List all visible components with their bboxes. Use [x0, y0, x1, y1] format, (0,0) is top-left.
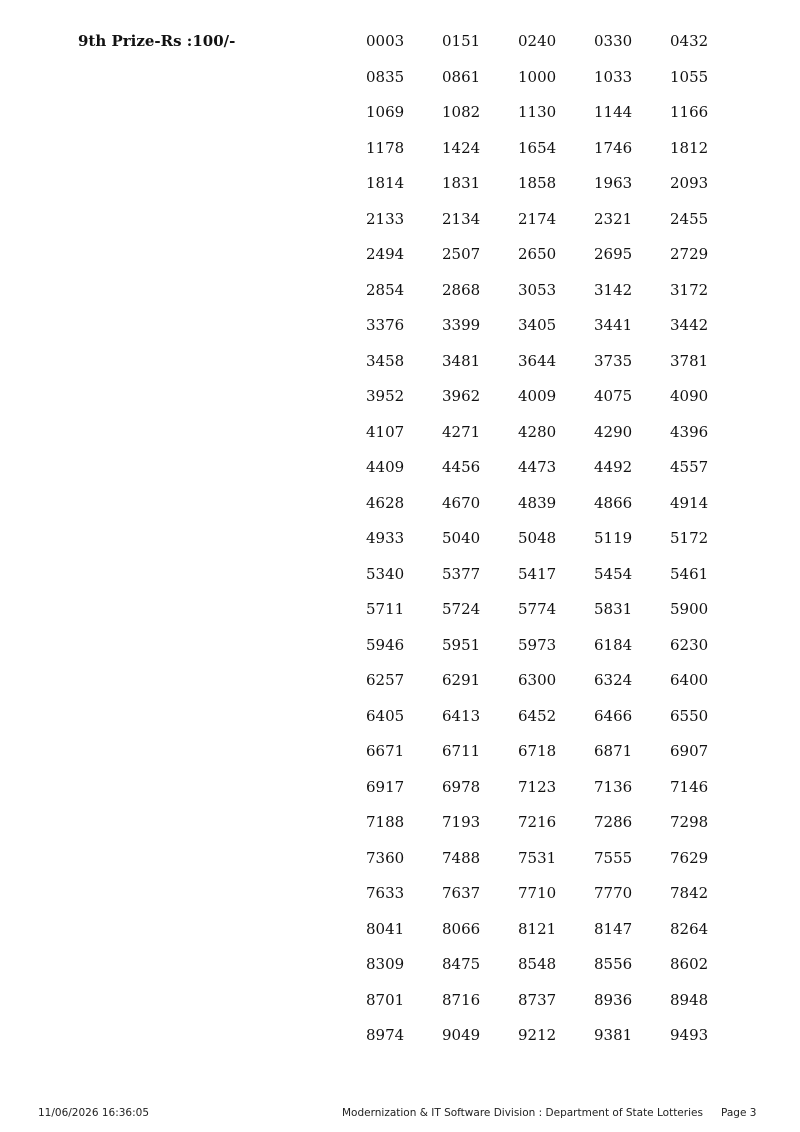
number-row [366, 457, 746, 493]
winning-number: 9381 [594, 1026, 633, 1044]
winning-number: 2133 [366, 209, 405, 228]
winning-number: 6405 [366, 706, 405, 725]
winning-number: 1654 [518, 138, 557, 157]
winning-number: 7531 [518, 848, 557, 867]
winning-number: 1831 [442, 174, 481, 192]
number-row [366, 990, 746, 1026]
number-row [366, 564, 746, 600]
winning-number: 1055 [670, 67, 709, 86]
winning-number: 3735 [594, 351, 633, 370]
winning-number: 4933 [366, 529, 405, 547]
number-row [366, 102, 746, 138]
winning-number: 4396 [670, 422, 709, 441]
winning-number: 2854 [366, 280, 405, 299]
winning-number: 5454 [594, 564, 633, 583]
winning-number: 3142 [594, 280, 633, 299]
winning-number: 8475 [442, 955, 481, 973]
winning-number: 3481 [442, 351, 481, 370]
winning-number: 4492 [594, 458, 633, 476]
winning-number: 1033 [594, 67, 633, 86]
winning-number: 4866 [594, 493, 633, 512]
winning-number: 4473 [518, 458, 557, 476]
winning-number: 4914 [670, 493, 709, 512]
winning-number: 6300 [518, 671, 557, 689]
number-row [366, 954, 746, 990]
winning-number: 6671 [366, 742, 405, 760]
winning-number: 7710 [518, 884, 557, 902]
number-row [366, 635, 746, 671]
winning-number: 9212 [518, 1026, 557, 1044]
number-row [366, 1025, 746, 1061]
winning-number: 2093 [670, 174, 709, 192]
winning-number: 3962 [442, 387, 481, 405]
winning-number: 7298 [670, 813, 709, 831]
winning-number: 6291 [442, 671, 481, 689]
winning-number: 7146 [670, 777, 709, 796]
winning-number: 6718 [518, 742, 557, 760]
winning-number: 7216 [518, 813, 557, 831]
winning-number: 4839 [518, 493, 557, 512]
winning-number: 8264 [670, 919, 709, 938]
winning-number: 4409 [366, 458, 405, 476]
winning-number: 0432 [670, 32, 709, 50]
number-row [366, 386, 746, 422]
winning-number: 5172 [670, 529, 709, 547]
winning-number: 6917 [366, 777, 405, 796]
winning-number: 5951 [442, 635, 481, 654]
winning-number: 6257 [366, 671, 405, 689]
winning-number: 3172 [670, 280, 709, 299]
winning-number: 2507 [442, 245, 481, 263]
number-row [366, 812, 746, 848]
winning-number: 0003 [366, 32, 405, 50]
winning-number: 6452 [518, 706, 557, 725]
winning-number: 6400 [670, 671, 709, 689]
winning-number: 7193 [442, 813, 481, 831]
winning-number: 4557 [670, 458, 709, 476]
winning-number: 4290 [594, 422, 633, 441]
number-row [366, 670, 746, 706]
number-row [366, 919, 746, 955]
number-row [366, 777, 746, 813]
winning-number: 5340 [366, 564, 405, 583]
number-row [366, 848, 746, 884]
number-row [366, 422, 746, 458]
winning-number: 3376 [366, 316, 405, 334]
winning-number: 0151 [442, 32, 481, 50]
winning-number: 7123 [518, 777, 557, 796]
number-row [366, 244, 746, 280]
winning-number: 1963 [594, 174, 633, 192]
winning-number: 1746 [594, 138, 633, 157]
number-row [366, 173, 746, 209]
winning-number: 5417 [518, 564, 557, 583]
winning-number: 5724 [442, 600, 481, 618]
winning-number: 6907 [670, 742, 709, 760]
winning-number: 7488 [442, 848, 481, 867]
winning-number: 4628 [366, 493, 405, 512]
footer-organization: Modernization & IT Software Division : Department of State Lotteries [342, 1107, 703, 1119]
winning-number: 4107 [366, 422, 405, 441]
winning-number: 3053 [518, 280, 557, 299]
winning-number: 8309 [366, 955, 405, 973]
winning-number: 6184 [594, 635, 633, 654]
number-row [366, 138, 746, 174]
winning-number: 7136 [594, 777, 633, 796]
winning-number: 8121 [518, 919, 557, 938]
winning-number: 0330 [594, 32, 633, 50]
winning-number: 9049 [442, 1026, 481, 1044]
winning-number: 2134 [442, 209, 481, 228]
winning-number: 8974 [366, 1026, 405, 1044]
footer-page-number: Page 3 [721, 1107, 757, 1119]
winning-number: 1858 [518, 174, 557, 192]
winning-number: 4271 [442, 422, 481, 441]
number-row [366, 31, 746, 67]
winning-number: 5973 [518, 635, 557, 654]
winning-number: 5900 [670, 600, 709, 618]
winning-number: 2729 [670, 245, 709, 263]
winning-number: 5048 [518, 529, 557, 547]
winning-number: 6871 [594, 742, 633, 760]
winning-number: 3952 [366, 387, 405, 405]
winning-number: 3399 [442, 316, 481, 334]
winning-number: 2695 [594, 245, 633, 263]
winning-number: 8701 [366, 990, 405, 1009]
prize-title: 9th Prize-Rs :100/- [78, 32, 236, 50]
number-row [366, 351, 746, 387]
winning-number: 8602 [670, 955, 709, 973]
winning-number: 1144 [594, 103, 633, 121]
winning-number: 5946 [366, 635, 405, 654]
winning-number: 8041 [366, 919, 405, 938]
winning-number: 3405 [518, 316, 557, 334]
winning-numbers-grid [366, 31, 746, 1061]
winning-number: 1812 [670, 138, 709, 157]
winning-number: 1082 [442, 103, 481, 121]
winning-number: 6230 [670, 635, 709, 654]
winning-number: 1178 [366, 138, 405, 157]
winning-number: 6711 [442, 742, 481, 760]
winning-number: 4456 [442, 458, 481, 476]
winning-number: 2868 [442, 280, 481, 299]
winning-number: 5119 [594, 529, 633, 547]
number-row [366, 706, 746, 742]
winning-number: 8147 [594, 919, 633, 938]
number-row [366, 599, 746, 635]
winning-number: 7286 [594, 813, 633, 831]
winning-number: 0240 [518, 32, 557, 50]
winning-number: 0835 [366, 67, 405, 86]
winning-number: 1814 [366, 174, 405, 192]
number-row [366, 209, 746, 245]
winning-number: 2455 [670, 209, 709, 228]
winning-number: 8556 [594, 955, 633, 973]
winning-number: 3442 [670, 316, 709, 334]
winning-number: 8948 [670, 990, 709, 1009]
winning-number: 2494 [366, 245, 405, 263]
number-row [366, 67, 746, 103]
winning-number: 3644 [518, 351, 557, 370]
winning-number: 1130 [518, 103, 557, 121]
winning-number: 4670 [442, 493, 481, 512]
winning-number: 2321 [594, 209, 633, 228]
winning-number: 8066 [442, 919, 481, 938]
winning-number: 6466 [594, 706, 633, 725]
winning-number: 7188 [366, 813, 405, 831]
winning-number: 7637 [442, 884, 481, 902]
winning-number: 6978 [442, 777, 481, 796]
winning-number: 3441 [594, 316, 633, 334]
winning-number: 8716 [442, 990, 481, 1009]
winning-number: 7770 [594, 884, 633, 902]
number-row [366, 741, 746, 777]
winning-number: 1069 [366, 103, 405, 121]
winning-number: 5040 [442, 529, 481, 547]
winning-number: 7629 [670, 848, 709, 867]
winning-number: 4280 [518, 422, 557, 441]
winning-number: 1000 [518, 67, 557, 86]
winning-number: 7555 [594, 848, 633, 867]
winning-number: 3781 [670, 351, 709, 370]
winning-number: 4009 [518, 387, 557, 405]
winning-number: 7842 [670, 884, 709, 902]
winning-number: 6413 [442, 706, 481, 725]
number-row [366, 528, 746, 564]
number-row [366, 280, 746, 316]
winning-number: 7360 [366, 848, 405, 867]
number-row [366, 883, 746, 919]
winning-number: 1424 [442, 138, 481, 157]
winning-number: 0861 [442, 67, 481, 86]
winning-number: 2174 [518, 209, 557, 228]
winning-number: 5711 [366, 600, 405, 618]
number-row [366, 315, 746, 351]
winning-number: 6324 [594, 671, 633, 689]
winning-number: 4075 [594, 387, 633, 405]
winning-number: 8737 [518, 990, 557, 1009]
winning-number: 4090 [670, 387, 709, 405]
winning-number: 8548 [518, 955, 557, 973]
winning-number: 6550 [670, 706, 709, 725]
winning-number: 8936 [594, 990, 633, 1009]
number-row [366, 493, 746, 529]
winning-number: 5774 [518, 600, 557, 618]
winning-number: 3458 [366, 351, 405, 370]
winning-number: 1166 [670, 103, 709, 121]
winning-number: 7633 [366, 884, 405, 902]
winning-number: 5461 [670, 564, 709, 583]
winning-number: 5377 [442, 564, 481, 583]
winning-number: 2650 [518, 245, 557, 263]
winning-number: 9493 [670, 1026, 709, 1044]
footer-datetime: 11/06/2026 16:36:05 [38, 1107, 150, 1119]
winning-number: 5831 [594, 600, 633, 618]
